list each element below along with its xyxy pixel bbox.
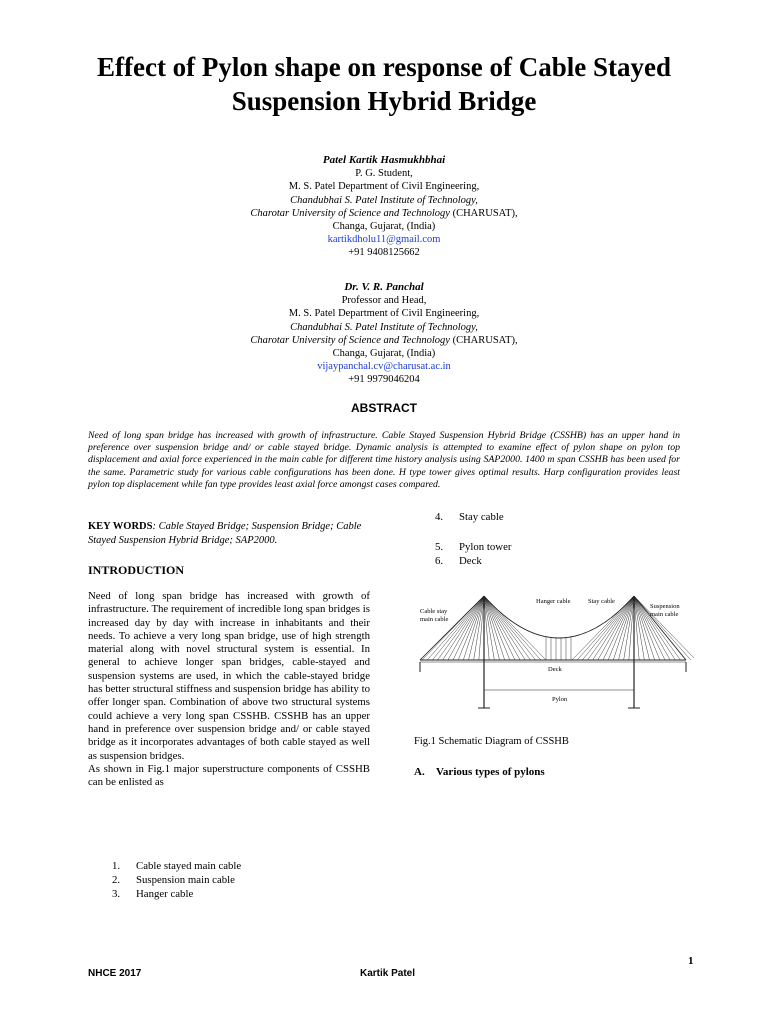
introduction-text [88,590,370,789]
stay-cable [427,596,484,660]
list-item: 4. Stay cable [435,511,504,523]
author-dept: M. S. Patel Department of Civil Engineering, [288,181,480,193]
author-email-link[interactable]: kartikdholu11@gmail.com [327,234,441,246]
component-list-right-b [435,540,511,568]
stay-cable [484,596,510,660]
author-block-2 [84,281,684,387]
label-pylon: Pylon [552,696,568,703]
abstract-heading: ABSTRACT [351,401,417,415]
label-cable-stay-main-line2: main cable [420,616,449,623]
stay-cable [438,596,485,660]
author-email-link[interactable]: vijaypanchal.cv@charusat.ac.in [317,361,451,373]
footer-conference: NHCE 2017 [88,968,142,979]
author-role: Professor and Head, [341,295,427,307]
author-university: Charotar University of Science and Technology (CHARUSAT), [250,334,518,346]
author-name: Dr. V. R. Panchal [344,281,424,293]
author-institute: Chandubhai S. Patel Institute of Technology, [290,194,478,206]
subsection-label: A. [414,766,425,778]
paper-title: Effect of Pylon shape on response of Cable Stayed Suspension Hybrid Bridge [96,52,671,116]
stay-cable [479,596,484,660]
stay-cable [613,596,634,660]
author-institute: Chandubhai S. Patel Institute of Technology, [290,321,478,333]
author-university: Charotar University of Science and Technology (CHARUSAT), [250,207,518,219]
list-item: 6. Deck [435,555,482,567]
label-suspension-main-line2: main cable [650,611,679,618]
stay-cable [588,596,635,660]
side-main-cable [420,596,484,660]
stay-cable [603,596,634,660]
stay-cable [443,596,484,660]
author-location: Changa, Gujarat, (India) [332,348,436,360]
figure-caption: Fig.1 Schematic Diagram of CSSHB [414,736,569,747]
label-deck: Deck [548,666,562,673]
stay-cable [484,596,489,660]
keywords-label: KEY WORDS [88,521,153,532]
author-name: Patel Kartik Hasmukhbhai [322,154,446,166]
stay-cable [458,596,484,660]
keywords-text: : Cable Stayed Bridge; Suspension Bridge; Cable Stayed Suspension Hybrid Bridge; SAP2000. [88,521,362,546]
stay-cable [634,596,639,660]
author-block-1 [84,154,684,260]
page-number: 1 [688,955,694,967]
label-suspension-main-line1: Suspension [650,603,680,610]
label-hanger-cable: Hanger cable [536,598,571,605]
stay-cable [484,596,525,660]
list-item: 3. Hanger cable [112,888,194,900]
list-item: 5. Pylon tower [435,541,512,553]
stay-cable [484,596,531,660]
author-dept: M. S. Patel Department of Civil Engineering, [288,308,480,320]
stay-cable [484,596,515,660]
stay-cable [484,596,505,660]
component-list-right-a [435,510,504,524]
author-location: Changa, Gujarat, (India) [332,221,436,233]
stay-cable [463,596,484,660]
author-role: P. G. Student, [355,168,413,180]
list-item: 1. Cable stayed main cable [112,860,242,872]
abstract-text: Need of long span bridge has increased with growth of infrastructure. Cable Stayed Suspension Hybrid Bridge (CSSHB) has an upper hand in preference over suspension bridge and/ or cable stayed bridge. Dynamic analysis is attempted to examine effect of pylon shape on pylon top displacement and axial force experienced in the main cable for different time history analysis using SAP2000. 1400 m span CSSHB has been used for the same. Parametric study for various cable configurations has been done. H type tower gives optimal results. Harp configuration provides least pylon top displacement while fan type provides least axial force amongst cases compared. [88,430,680,490]
keywords [88,520,378,547]
label-stay-cable: Stay cable [588,598,615,605]
introduction-heading: INTRODUCTION [88,563,185,577]
csshb-schematic-diagram [412,590,694,716]
stay-cable [453,596,484,660]
stay-cable [593,596,634,660]
label-cable-stay-main-line1: Cable stay [420,608,448,615]
footer-author: Kartik Patel [360,968,416,979]
subsection-heading [414,766,545,778]
author-phone: +91 9979046204 [348,374,420,386]
stay-cable [629,596,634,660]
stay-cable [608,596,634,660]
author-phone: +91 9408125662 [348,247,420,259]
component-list-left [112,859,241,901]
subsection-title: Various types of pylons [436,766,545,778]
list-item: 2. Suspension main cable [112,874,235,886]
intro-paragraph-1: Need of long span bridge has increased with growth of infrastructure. The requirement of incredible long span bridges is increased day by day with increase in inhabitants and their needs. To achieve a very long span bridge, use of high strength material along with novel structural system is essential. In general to achieve longer span bridges, cable-stayed and suspension systems are used, in which the cable-stayed bridge has better structural stiffness and suspension bridge has ability to offer longer span. Combination of above two structural systems could achieve a very long span CSSHB. CSSHB has an upper hand in preference over suspension bridge and/ or cable stayed bridge as it incorporates advantages of both cable stayed as well as suspension bridges. [88,590,370,762]
intro-paragraph-2: As shown in Fig.1 major superstructure components of CSSHB can be enlisted as [88,762,370,789]
